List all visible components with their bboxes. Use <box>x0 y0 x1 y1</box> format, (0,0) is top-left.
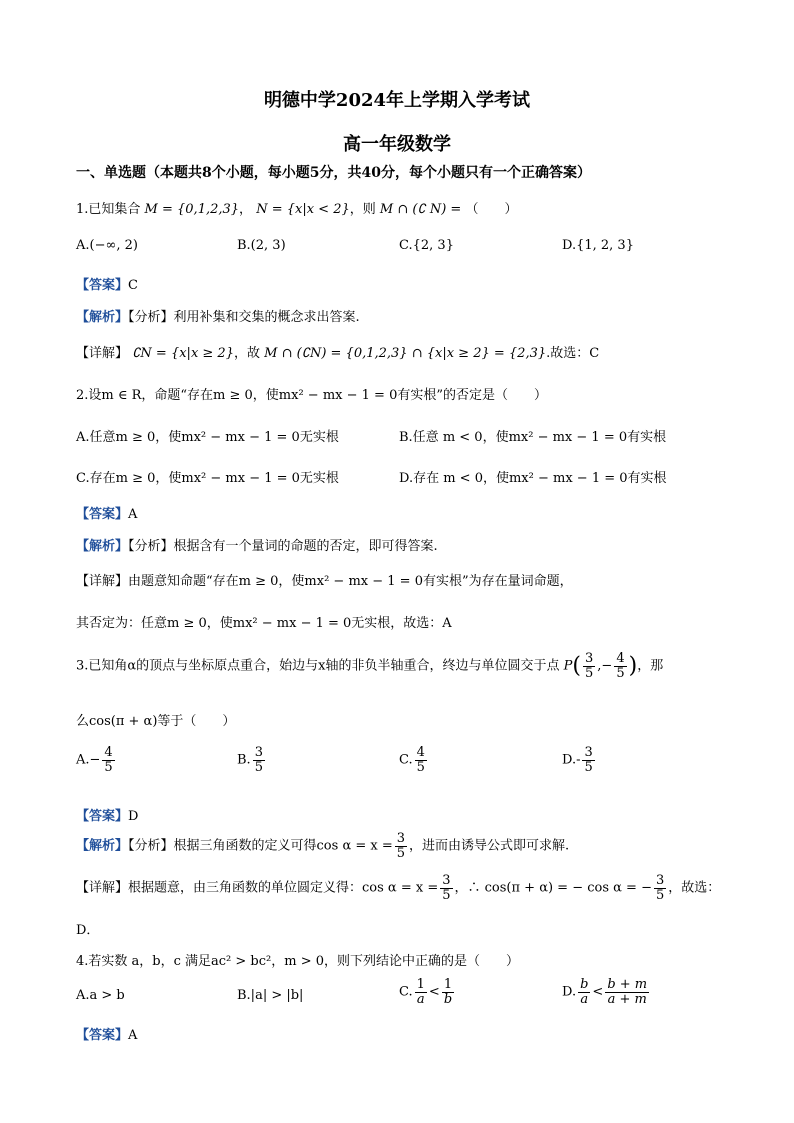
fraction: $\frac{1}{a}$ <box>416 977 425 1007</box>
q1-option-b[interactable]: B.(2, 3) <box>237 238 286 253</box>
q3-stem-line2: 么cos(π + α)等于（ ） <box>76 714 236 729</box>
q1-option-c[interactable]: C.{2, 3} <box>399 238 454 253</box>
q2-option-b[interactable]: B.任意 m < 0，使mx² − mx − 1 = 0有实根 <box>399 430 667 445</box>
q2-answer: 【答案】A <box>76 507 138 522</box>
q3-detail-tail: D． <box>76 923 100 938</box>
exam-title: 明德中学2024年上学期入学考试 <box>263 90 531 111</box>
exam-subtitle: 高一年级数学 <box>343 134 451 155</box>
q2-option-d[interactable]: D.存在 m < 0，使mx² − mx − 1 = 0有实根 <box>399 471 667 486</box>
q2-analysis: 【解析】【分析】根据含有一个量词的命题的否定，即可得答案. <box>76 539 438 554</box>
q3-option-c[interactable]: C. $\frac{4}{5}$ <box>399 745 425 775</box>
q3-option-b[interactable]: B. $\frac{3}{5}$ <box>237 745 263 775</box>
q3-stem-line1: 3.已知角α的顶点与坐标原点重合，始边与x轴的非负半轴重合，终边与单位圆交于点 P( $\frac{3}{5}$ ,− $\frac{4}{5}$ )，那 <box>76 651 664 681</box>
q2-detail-line1: 【详解】由题意知命题“存在m ≥ 0，使mx² − mx − 1 = 0有实根”为存在量词命题， <box>76 574 573 589</box>
q3-answer: 【答案】D <box>76 809 139 824</box>
fraction: $\frac{4}{5}$ <box>104 745 113 775</box>
fraction: $\frac{1}{b}$ <box>443 977 453 1007</box>
q4-answer: 【答案】A <box>76 1028 138 1043</box>
q2-detail-line2: 其否定为：任意m ≥ 0，使mx² − mx − 1 = 0无实根，故选：A <box>76 616 452 631</box>
q2-option-c[interactable]: C.存在m ≥ 0，使mx² − mx − 1 = 0无实根 <box>76 471 339 486</box>
fraction: $\frac{b + m}{a + m}$ <box>607 977 648 1007</box>
q3-detail: 【详解】根据题意，由三角函数的单位圆定义得：cos α = x = $\frac{3}{5}$ ，∴ cos(π + α) = − cos α = − $\frac{3}{5}$ ，故选： <box>76 873 721 903</box>
fraction: $\frac{3}{5}$ <box>584 745 593 775</box>
q4-stem: 4.若实数 a，b，c 满足ac² > bc²，m > 0，则下列结论中正确的是（ ） <box>76 954 519 969</box>
q1-answer: 【答案】C <box>76 278 138 293</box>
fraction: $\frac{4}{5}$ <box>616 651 625 681</box>
q2-stem: 2.设m ∈ R，命题“存在m ≥ 0，使mx² − mx − 1 = 0有实根”的否定是（ ） <box>76 388 547 403</box>
fraction: $\frac{4}{5}$ <box>416 745 425 775</box>
q3-option-a[interactable]: A.− $\frac{4}{5}$ <box>76 745 113 775</box>
fraction: $\frac{3}{5}$ <box>396 831 406 861</box>
fraction: $\frac{3}{5}$ <box>655 873 665 903</box>
fraction: $\frac{3}{5}$ <box>442 873 451 903</box>
fraction: $\frac{3}{5}$ <box>585 651 594 681</box>
q2-option-a[interactable]: A.任意m ≥ 0，使mx² − mx − 1 = 0无实根 <box>76 430 339 445</box>
fraction: $\frac{3}{5}$ <box>254 745 263 775</box>
q1-analysis: 【解析】【分析】利用补集和交集的概念求出答案. <box>76 310 360 325</box>
q1-stem: 1.已知集合 M = {0,1,2,3}， N = {x|x < 2}，则 M ∩ (∁ N) = （ ） <box>76 202 518 217</box>
q4-option-b[interactable]: B.|a| > |b| <box>237 988 304 1003</box>
fraction: $\frac{b}{a}$ <box>580 977 589 1007</box>
q1-detail: 【详解】 ∁N = {x|x ≥ 2}，故 M ∩ (∁N) = {0,1,2,3} ∩ {x|x ≥ 2} = {2,3}.故选：C <box>76 346 600 361</box>
q4-option-d[interactable]: D. $\frac{b}{a}$ < $\frac{b + m}{a + m}$ <box>562 977 648 1007</box>
q1-option-d[interactable]: D.{1, 2, 3} <box>562 238 634 253</box>
q3-analysis: 【解析】【分析】根据三角函数的定义可得cos α = x = $\frac{3}{5}$ ，进而由诱导公式即可求解. <box>76 831 570 861</box>
section-heading: 一、单选题（本题共8个小题，每小题5分，共40分，每个小题只有一个正确答案） <box>76 165 591 181</box>
q4-option-a[interactable]: A.a > b <box>76 988 125 1003</box>
q1-option-a[interactable]: A.(−∞, 2) <box>76 238 138 253</box>
q4-option-c[interactable]: C. $\frac{1}{a}$ < $\frac{1}{b}$ <box>399 977 453 1007</box>
q3-option-d[interactable]: D.- $\frac{3}{5}$ <box>562 745 593 775</box>
